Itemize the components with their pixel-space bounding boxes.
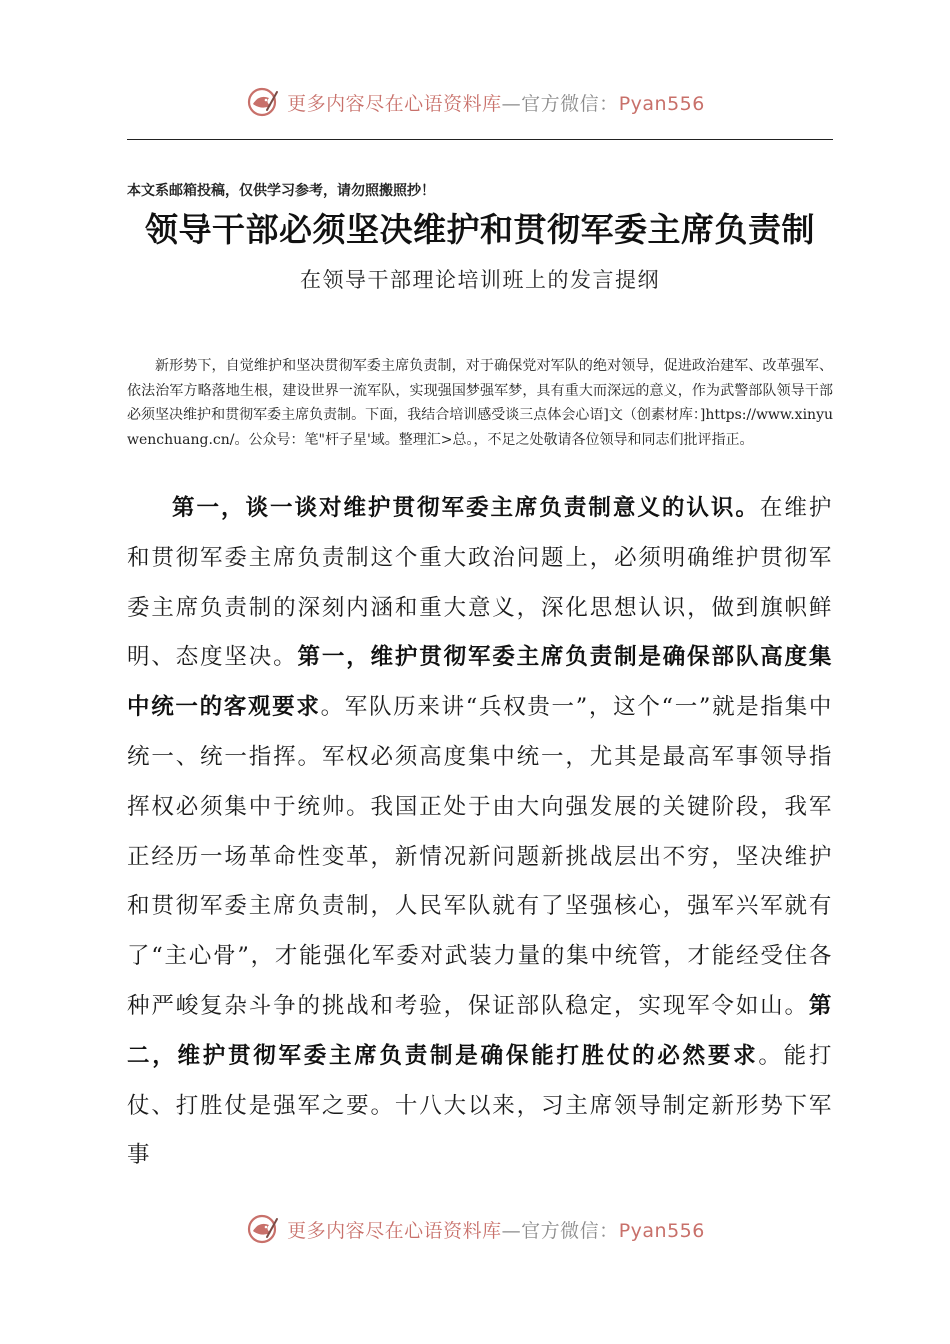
header-brand-text: 更多内容尽在心语资料库 (287, 92, 502, 115)
section1-heading: 第一，谈一谈对维护贯彻军委主席负责制意义的认识。 (172, 495, 760, 521)
footer-wechat-label: 官方微信： (521, 1219, 619, 1242)
footer-banner (0, 1209, 950, 1249)
point2-heading: 第二，维护贯彻军委主席负责制是确保能打胜仗的必然要求 (127, 992, 833, 1069)
point1-heading: 第一，维护贯彻军委主席负责制是确保部队高度集中统一的客观要求 (127, 644, 834, 721)
fish-pen-logo-icon (245, 1211, 281, 1247)
footer-wechat-id: Pyan556 (618, 1219, 705, 1242)
point1-text: 。军队历来讲“兵权贵一”，这个“一”就是指集中统一、统一指挥。军权必须高度集中统一，尤其是最高军事领导指挥权必须集中于统帅。我国正处于由大向强发展的关键阶段，我军正经历一场革命性变革，新情况新问题新挑战层出不穷，坚决维护和贯彻军委主席负责制，人民军队就有了坚强核心，强军兴军就有了“主心骨”，才能强化军委对武装力量的集中统管，才能经受住各种严峻复杂斗争的挑战和考验，保证部队稳定，实现军令如山。 (127, 694, 833, 1019)
footer-brand-text: 更多内容尽在心语资料库 (287, 1219, 502, 1242)
footer-separator: — (501, 1219, 522, 1242)
header-banner (0, 82, 950, 122)
main-paragraph (127, 484, 833, 1181)
document-subtitle: 在领导干部理论培训班上的发言提纲 (300, 268, 660, 292)
point2-text: 。能打仗、打胜仗是强军之要。十八大以来，习主席领导制定新形势下军事 (127, 1042, 833, 1169)
header-wechat-id: Pyan556 (618, 92, 705, 115)
intro-paragraph: 新形势下，自觉维护和坚决贯彻军委主席负责制，对于确保党对军队的绝对领导，促进政治建军、改革强军、依法治军方略落地生根，建设世界一流军队，实现强国梦强军梦，具有重大而深远的意义，作为武警部队领导干部必须坚决维护和贯彻军委主席负责制。下面，我结合培训感受谈三点体会心语]文（创素材库：]https://www.xinyuwenchuang.cn/。公众号：笔"杆子星'域。整理汇>总。，不足之处敬请各位领导和同志们批评指正。 (127, 358, 833, 448)
header-wechat-label: 官方微信： (521, 92, 619, 115)
document-title: 领导干部必须坚决维护和贯彻军委主席负责制 (145, 210, 815, 249)
header-brand (287, 89, 705, 116)
submission-notice: 本文系邮箱投稿，仅供学习参考，请勿照搬照抄！ (127, 183, 435, 199)
header-divider (127, 139, 833, 140)
section1-text: 在维护和贯彻军委主席负责制这个重大政治问题上，必须明确维护贯彻军委主席负责制的深刻内涵和重大意义，深化思想认识，做到旗帜鲜明、态度坚决。 (127, 495, 833, 671)
footer-brand (287, 1216, 705, 1243)
fish-pen-logo-icon (245, 84, 281, 120)
header-separator: — (501, 92, 522, 115)
